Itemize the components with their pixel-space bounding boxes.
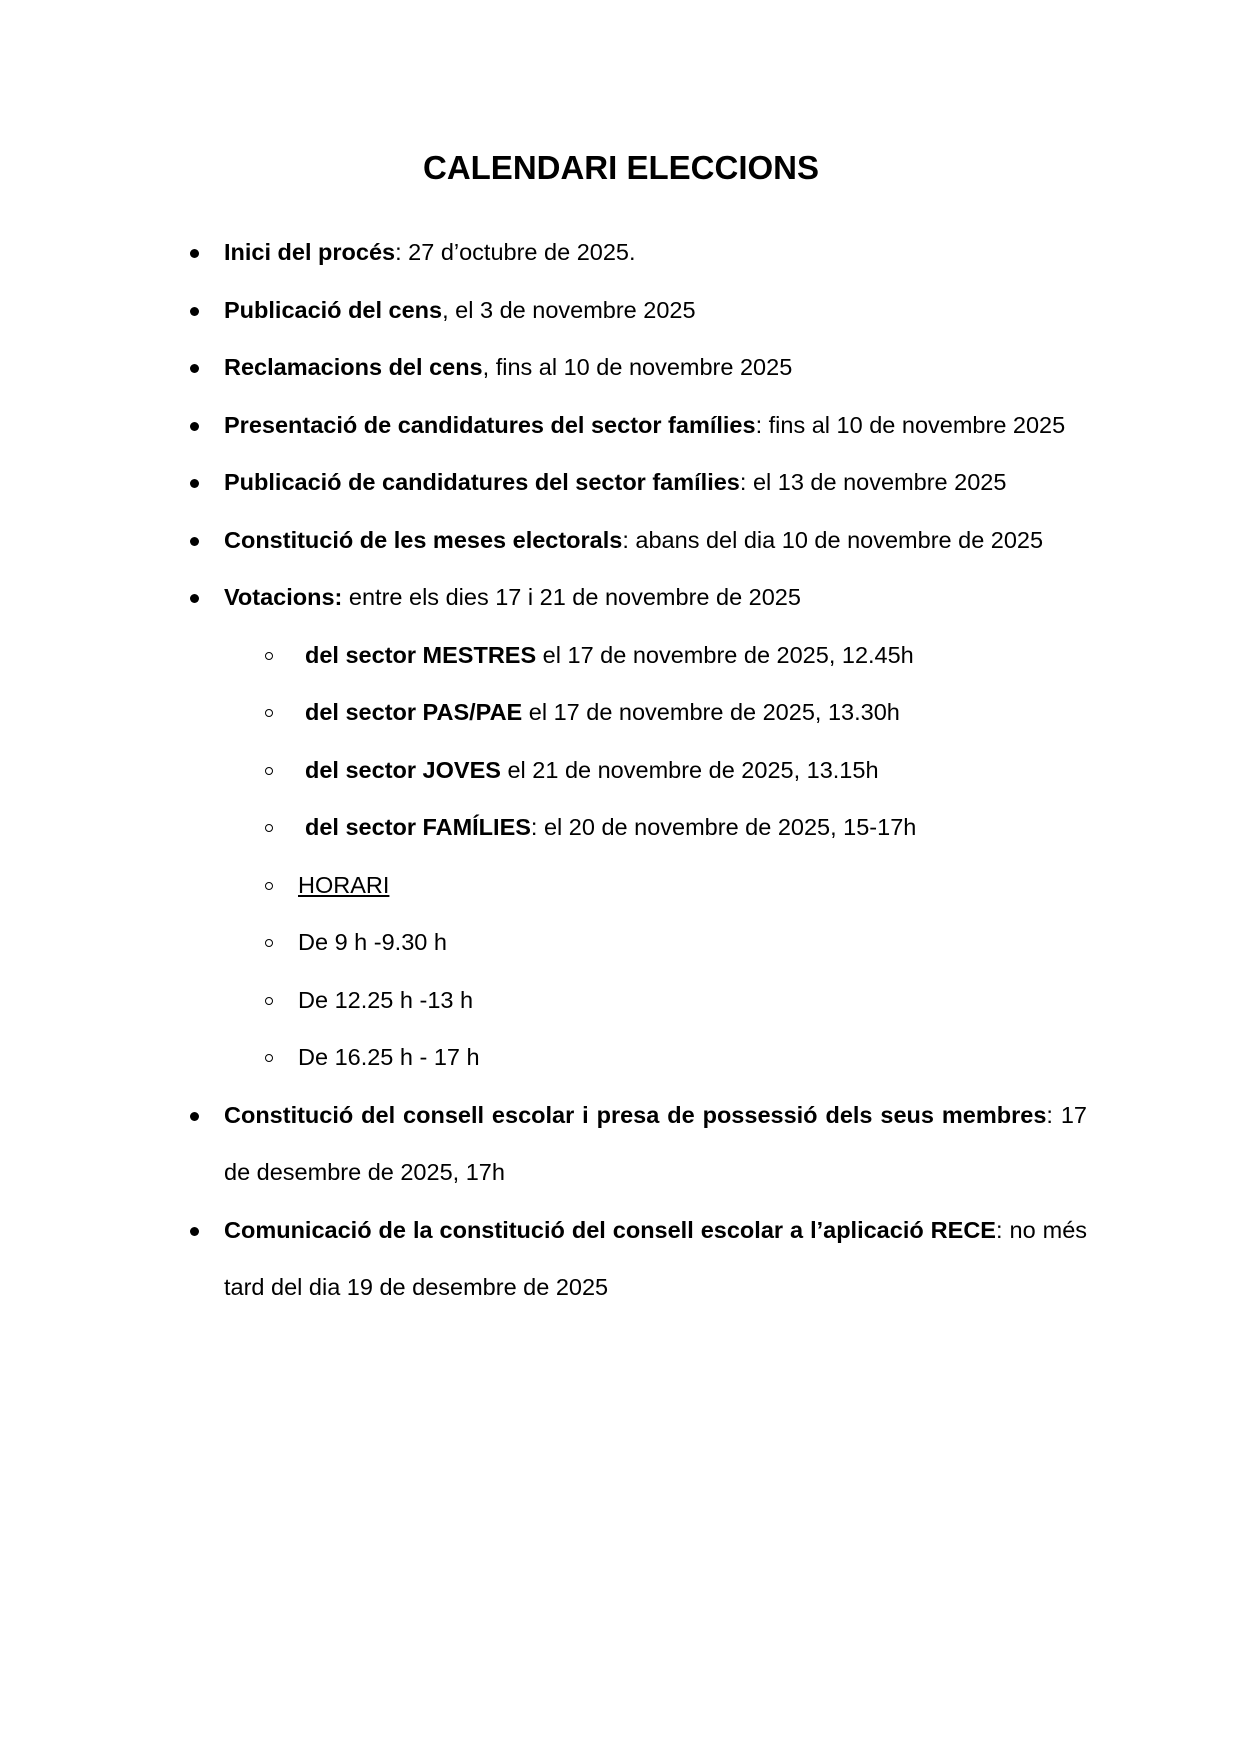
item-value: : abans del dia 10 de novembre de 2025 [622, 526, 1044, 553]
item-value: , el 3 de novembre 2025 [442, 296, 696, 323]
list-item-votacions [0, 569, 1087, 627]
calendar-list [0, 224, 1242, 1317]
horari-heading: HORARI [298, 871, 390, 898]
item-label: Constitució del consell escolar i presa de possessió dels seus membres [224, 1101, 1047, 1128]
item-value: : 17 de desembre de 2025, 17h [224, 1101, 1087, 1185]
item-label: Inici del procés [224, 239, 396, 265]
list-item-inici [0, 224, 1087, 282]
sub-item-label: del sector MESTRES [305, 641, 537, 668]
list-item-comunicacio-rece [0, 1202, 1087, 1317]
horari-slot [0, 972, 1242, 1030]
item-value: : el 13 de novembre 2025 [739, 469, 1007, 495]
horari-slot-text: De 16.25 h - 17 h [298, 1044, 480, 1070]
item-value: : 27 d’octubre de 2025. [395, 239, 636, 265]
item-label: Publicació del cens [224, 296, 443, 323]
item-label: Reclamacions del cens [224, 354, 483, 380]
sub-item-label: del sector PAS/PAE [305, 699, 523, 725]
sub-item-value: el 17 de novembre de 2025, 13.30h [522, 699, 900, 725]
sub-item-mestres [0, 627, 1242, 685]
horari-slot [0, 914, 1242, 972]
horari-slot [0, 1029, 1242, 1087]
horari-slot-text: De 12.25 h -13 h [298, 986, 474, 1013]
sub-item-joves [0, 742, 1242, 800]
list-item-meses-electorals [0, 512, 1087, 570]
list-item-reclamacions [0, 339, 1087, 397]
item-label: Constitució de les meses electorals [224, 526, 623, 553]
item-label: Comunicació de la constitució del consell escolar a l’aplicació RECE [224, 1216, 996, 1243]
list-item-constitucio-consell [0, 1087, 1087, 1202]
sub-item-pas-pae [0, 684, 1242, 742]
item-label: Publicació de candidatures del sector famílies [224, 469, 740, 495]
item-value: : fins al 10 de novembre 2025 [755, 411, 1066, 438]
list-item-publicacio-cens [0, 282, 1087, 340]
sub-item-horari [0, 857, 1242, 915]
sub-item-label: del sector FAMÍLIES [305, 814, 531, 840]
sub-item-value: el 21 de novembre de 2025, 13.15h [500, 756, 879, 783]
horari-slot-text: De 9 h -9.30 h [298, 929, 447, 955]
page-title: CALENDARI ELECCIONS [422, 149, 820, 186]
list-item-publicacio-candidatures [0, 454, 1087, 512]
sub-item-families [0, 799, 1242, 857]
item-label: Votacions: [224, 584, 343, 610]
list-item-presentacio-candidatures [0, 397, 1087, 455]
sub-item-value: el 17 de novembre de 2025, 12.45h [536, 641, 914, 668]
sub-item-value: : el 20 de novembre de 2025, 15-17h [530, 814, 917, 840]
item-value: entre els dies 17 i 21 de novembre de 2025 [342, 584, 801, 610]
sub-item-label: del sector JOVES [305, 756, 501, 783]
item-value: , fins al 10 de novembre 2025 [482, 354, 793, 380]
item-value: : no més tard del dia 19 de desembre de 2025 [224, 1216, 1088, 1300]
item-label: Presentació de candidatures del sector famílies [224, 411, 756, 438]
